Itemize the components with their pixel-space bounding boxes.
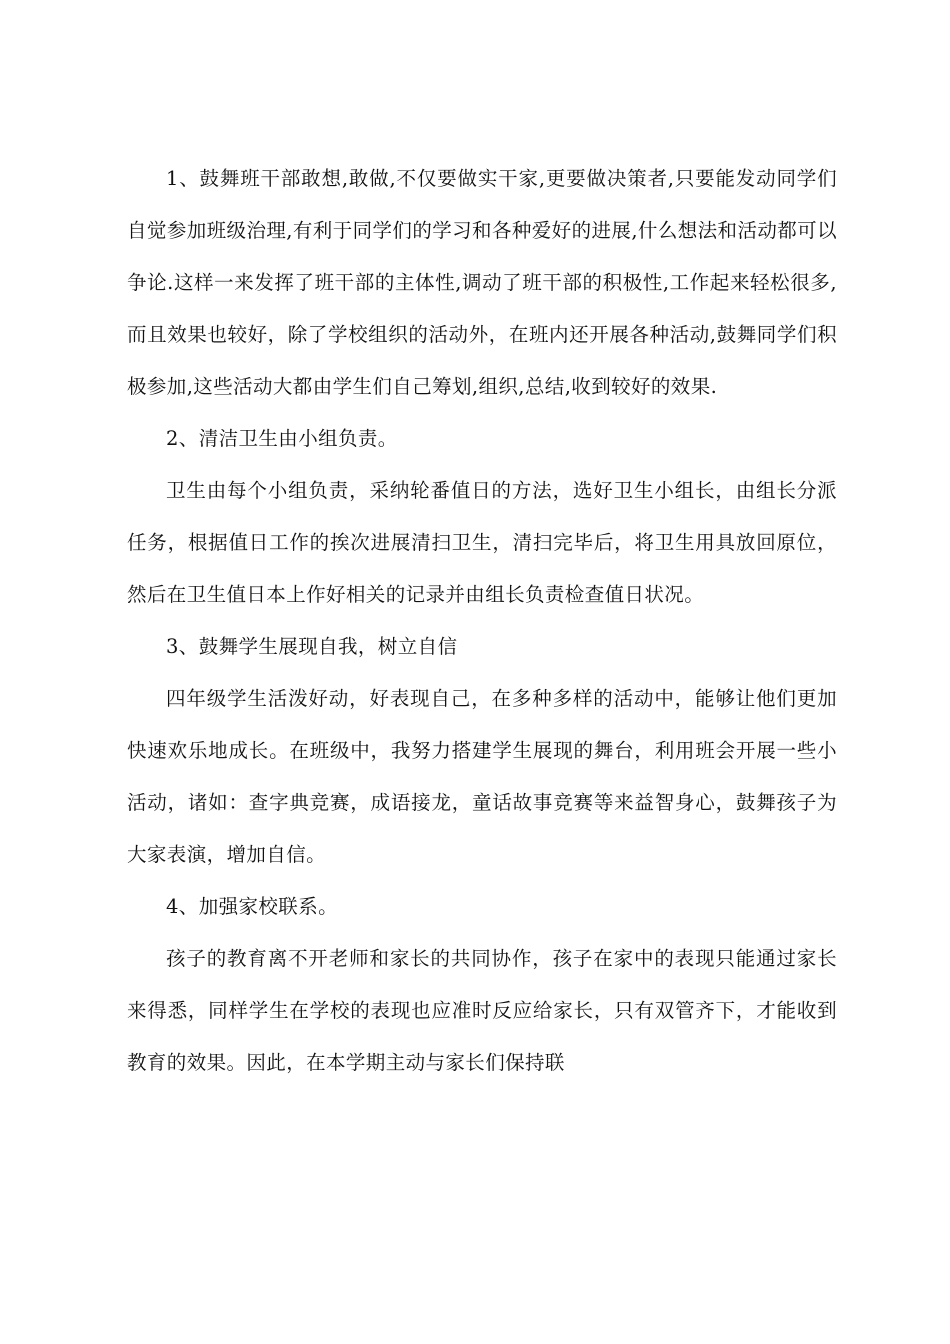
paragraph-encourage-class-cadres: 1、鼓舞班干部敢想,敢做,不仅要做实干家,更要做决策者,只要能发动同学们自觉参加班级治理,有利于同学们的学习和各种爱好的进展,什么想法和活动都可以争论.这样一来发挥了班干部的主体性,调动了班干部的积极性,工作起来轻松很多,而且效果也较好，除了学校组织的活动外，在班内还开展各种活动,鼓舞同学们积极参加,这些活动大都由学生们自己筹划,组织,总结,收到较好的效果. — [127, 167, 837, 398]
heading-home-school-contact: 4、加强家校联系。 — [166, 895, 339, 918]
paragraph-home-school-cooperation: 孩子的教育离不开老师和家长的共同协作，孩子在家中的表现只能通过家长来得悉，同样学生在学校的表现也应准时反应给家长，只有双管齐下，才能收到教育的效果。因此，在本学期主动与家长们保持联 — [127, 947, 837, 1074]
heading-cleaning-by-groups: 2、清洁卫生由小组负责。 — [166, 427, 398, 450]
paragraph-student-activities: 四年级学生活泼好动，好表现自己，在多种多样的活动中，能够让他们更加快速欢乐地成长。在班级中，我努力搭建学生展现的舞台，利用班会开展一些小活动，诸如：查字典竞赛，成语接龙，童话故事竞赛等来益智身心，鼓舞孩子为大家表演，增加自信。 — [127, 687, 837, 866]
heading-encourage-self-expression: 3、鼓舞学生展现自我，树立自信 — [166, 635, 458, 658]
document-body — [127, 153, 837, 1089]
paragraph-cleaning-duty: 卫生由每个小组负责，采纳轮番值日的方法，选好卫生小组长，由组长分派任务，根据值日工作的挨次进展清扫卫生，清扫完毕后，将卫生用具放回原位，然后在卫生值日本上作好相关的记录并由组长负责检查值日状况。 — [127, 479, 837, 606]
